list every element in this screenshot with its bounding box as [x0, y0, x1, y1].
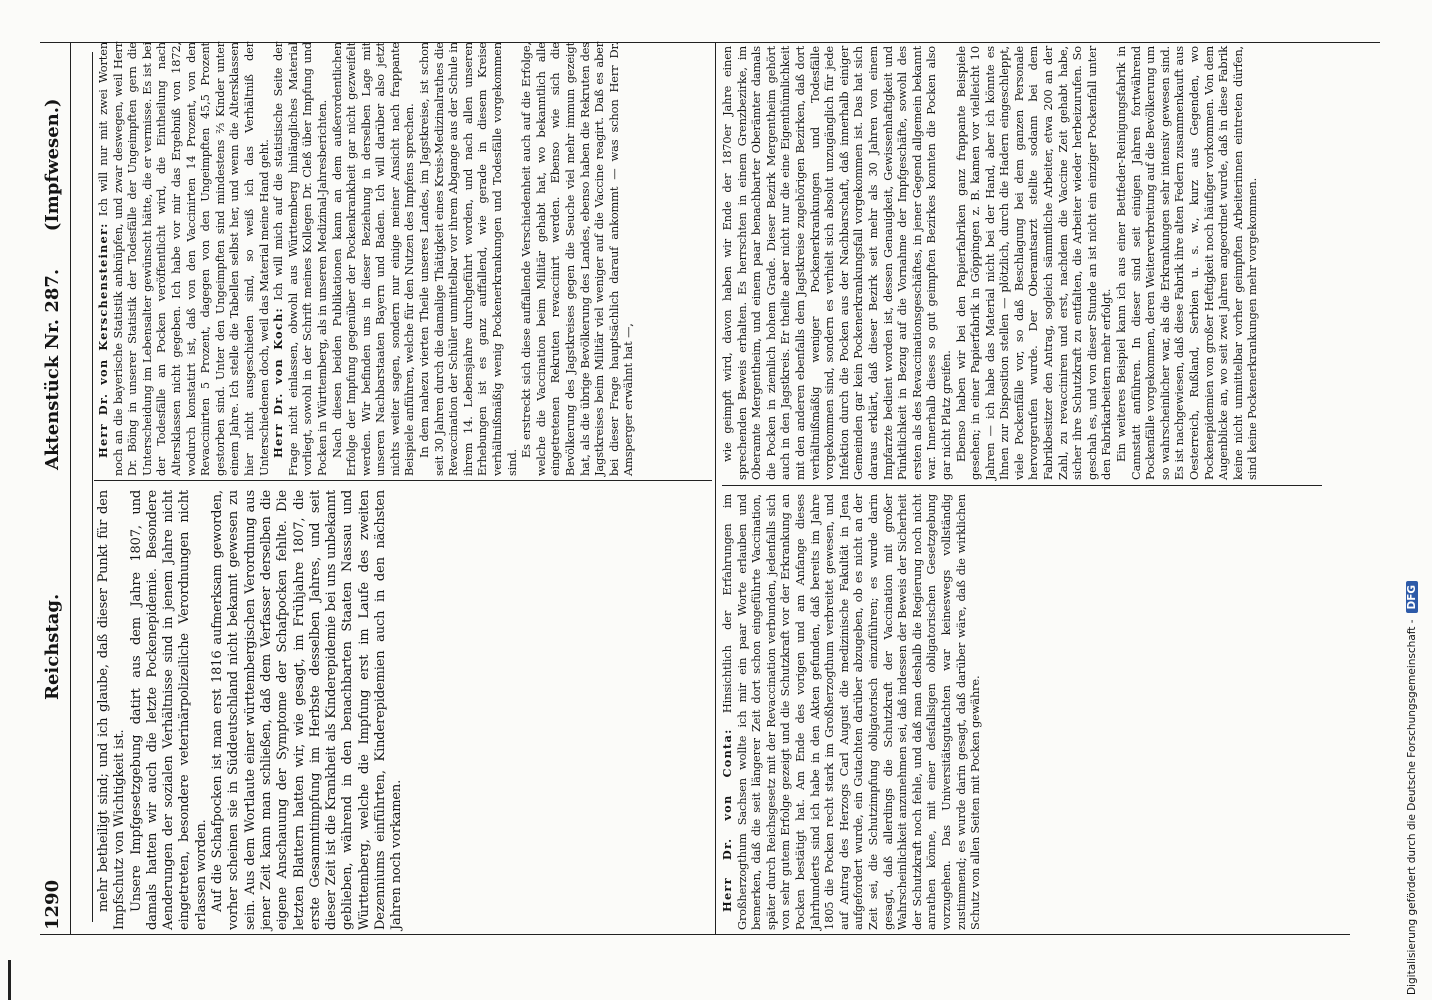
credit-text: Digitalisierung gefördert durch die Deutsche Forschungsgemeinschaft - — [1406, 619, 1418, 995]
speaker-name: Herr Dr. von Conta: — [720, 728, 734, 912]
left-section-rule — [94, 480, 712, 481]
speaker-name: Herr Dr. von Kerschensteiner: — [96, 222, 110, 458]
paragraph: Herr Dr. von Kerschensteiner: Ich will nur mit zwei Worten noch an die bayerische Statistik anknüpfen, und zwar deswegen, weil Herr Dr. Böing in unserer Statistik der Todesfälle der Ungeimpften gern die Unterscheidung im Lebensalter gewünscht hätte, die er vermisse. Es ist bei der Todesfälle an Pocken veröffentlicht wird, die Eintheilung nach Altersklassen nicht gegeben. Ich habe vor mir das Ergebniß von 1872, wodurch konstatirt ist, daß von den Vaccinirten 14 Prozent, von den Revaccinirten 5 Prozent, dagegen von den Ungeimpften 45,5 Prozent gestorben sind. Unter den Ungeimpften sind mindestens ⅔ Kinder unter einem Jahre. Ich stelle die Tabellen selbst her, und wenn die Altersklassen hier nicht ausgeschieden sind, so weiß ich das Verhältniß der Unterschiedenen doch, weil das Material meine Hand geht. — [96, 41, 271, 476]
right-section-rule — [722, 485, 1322, 486]
paragraph: Unsere Impfgesetzgebung datirt aus dem Jahre 1807, und damals hatten wir auch die letzte Pockenepidemie. Besondere Aenderungen der sozialen Verhältnisse sind in jenem Jahre nicht eingetreten, besondere veterinärpolizeiliche Verordnungen nicht erlassen worden. — [128, 490, 209, 930]
paragraph: Ein weiteres Beispiel kann ich aus einer Bettfeder-Reinigungsfabrik in Cannstatt anführen. In dieser sind seit einigen Jahren fortwährend Pockenfälle vorgekommen, deren Weiterverbreitung auf die Bevölkerung um so wahrscheinlicher war, als die Erkrankungen sehr intensiv gewesen sind. Es ist nachgewiesen, daß diese Fabrik ihre alten Federn zusammenkauft aus Oesterreich, Rußland, Serbien u. s. w., kurz aus Gegenden, wo Pockenepidemien von großer Heftigkeit noch häufiger vorkommen. Von dem Augenblicke an, wo seit zwei Jahren angeordnet wurde, daß in diese Fabrik keine nicht unmittelbar vorher geimpften Arbeiterinnen eintreten dürfen, sind keine Pockenerkrankungen mehr vorgekommen. — [1114, 46, 1260, 480]
paragraph: Herr Dr. von Conta: Hinsichtlich der Erfahrungen im Großherzogthum Sachsen wollte ich mir ein paar Worte erlauben und bemerken, daß die seit längerer Zeit dort schon eingeführte Vaccination, später durch Reichsgesetz mit der Revaccination verbunden, jedenfalls sich von sehr gutem Erfolge gezeigt und die Schutzkraft vor der Erkrankung an Pocken bestätigt hat. Am Ende des vorigen und am Anfange dieses Jahrhunderts sind ich habe in den Akten gefunden, daß bereits im Jahre 1805 die Pocken recht stark im Großherzogthum verbreitet gewesen, und auf Antrag des Herzogs Carl August die medizinische Fakultät in Jena aufgefordert wurde, ein Gutachten darüber abzugeben, ob es nicht an der Zeit sei, die Schutzimpfung obligatorisch einzuführen; es wurde darin gesagt, daß allerdings die Schutzkraft der Vaccination mit großer Wahrscheinlichkeit anzunehmen sei, daß indessen der Beweis der Sicherheit der Schutzkraft noch fehle, und daß man deshalb die Regierung noch nicht anrathen könne, mit einer desfallsigen obligatorischen Gesetzgebung vorzugehen. Das Universitätsgutachten war keineswegs vollständig zustimmend; es wurde darin gesagt, daß darüber wäre, daß die wirklichen Schutz von allen Seiten mit Pocken gewähre. — [720, 493, 983, 930]
center-column-rule — [715, 42, 716, 934]
paragraph: Auf die Schafpocken ist man erst 1816 aufmerksam geworden, vorher scheinen sie in Süddeutschland nicht bekannt gewesen zu sein. Aus dem Wortlaute einer württembergischen Verordnung aus jener Zeit kann man schließen, daß dem Verfasser derselben die eigene Anschauung der Symptome der Schafpocken fehlte. Die letzten Blattern hatten wir, wie gesagt, im Frühjahre 1807, die erste Gesammtimpfung im Herbste desselben Jahres, und seit dieser Zeit ist die Krankheit als Kinderepidemie bei uns unbekannt geblieben, während in den benachbarten Staaten Nassau und Württemberg, welche die Impfung erst im Laufe des zweiten Dezenniums einführten, Kinderepidemien auch in den nächsten Jahren noch vorkamen. — [210, 490, 405, 930]
paragraph: wie geimpft wird, davon haben wir Ende der 1870er Jahre einen sprechenden Beweis erhalten. Es herrschten in einem Grenzbezirke, im Oberamte Mergentheim, und einem paar benachbarter Oberämter damals die Pocken in ziemlich hohem Grade. Dieser Bezirk Mergentheim gehört auch in den Jagstkreis. Er theilte aber nicht nur die eine Eigenthümlichkeit mit den anderen ebenfalls dem Jagstkreise zugehörigen Bezirken, daß dort verhältnißmäßig weniger Pockenerkrankungen und Todesfälle vorgekommen sind, sondern es verhielt sich absolut unzugänglich für jede Infektion durch die Pocken aus der Nachbarschaft, daß innerhalb einiger Gemeinden gar kein Pockenerkrankungsfall vorgekommen ist. Das hat sich daraus erklärt, daß dieser Bezirk seit mehr als 30 Jahren von einem Impfarzte bedient worden ist, dessen Genauigkeit, Gewissenhaftigkeit und Pünktlichkeit in Bezug auf die Vornahme der Impfgeschäfte, sowohl des ersten als des Revaccinationsgeschäftes, in jener Gegend allgemein bekannt war. Innerhalb dieses so gut geimpften Bezirkes konnten die Pocken also gar nicht Platz greifen. — [720, 46, 953, 480]
header-rule — [70, 42, 71, 934]
paragraph: mehr betheiligt sind; und ich glaube, daß dieser Punkt für den Impfschutz von Wichtigkeit ist. — [96, 490, 128, 930]
speaker-name: Herr Dr. von Koch: — [271, 307, 286, 458]
paragraph: Ebenso haben wir bei den Papierfabriken ganz frappante Beispiele gesehen; in einer Papierfabrik in Göppingen z. B. kamen vor vielleicht 10 Jahren — ich habe das Material nicht bei der Hand, aber ich könnte es Ihnen zur Disposition stellen — plötzlich, durch die Hadern eingeschleppt, viele Pockenfälle vor, so daß Beschlagung bei dem ganzen Personale hervorgerufen wurde. Der Oberamtsarzt stellte sodann bei dem Fabrikbesitzer den Antrag, sogleich sämmtliche Arbeiter, etwa 200 an der Zahl, zu revacciniren und erst, nachdem die Vaccine Zeit gehabt habe, sicher ihre Schutzkraft zu entfalten, die Arbeiter wieder herbeizurufen. So geschah es, und von dieser Stunde an ist nicht ein einziger Pockenfall unter den Fabrikarbeitern mehr erfolgt. — [953, 46, 1114, 480]
text-column-right-top — [720, 46, 1320, 480]
paragraph: In dem nahezu vierten Theile unseres Landes, im Jagstkreise, ist schon seit 30 Jahren durch die damalige Thätigkeit eines Kreis-Medizinalrathes die Revaccination der Schüler unmittelbar vor ihrem Abgange aus der Schule in ihrem 14. Lebensjahre durchgeführt worden, und nach allen unseren Erhebungen ist es ganz auffallend, wie gerade in diesem Kreise verhältnißmäßig wenig Pockenerkrankungen und Todesfälle vorgekommen sind. — [417, 42, 519, 476]
digitization-credit — [1406, 581, 1418, 995]
left-column-divider — [92, 52, 93, 922]
text-column-left-bottom — [96, 42, 708, 476]
dfg-logo: DFG — [1406, 581, 1418, 614]
running-head-right — [42, 98, 63, 470]
paragraph: Herr Dr. von Koch: Ich will mich auf die statistische Seite der Frage nicht einlassen, obwohl aus Württemberg hinlängliches Material vorliegt, sowohl in der Schrift meines Kollegen Dr. Cleß über Impfung und Pocken in Württemberg, als in unseren Medizinal-Jahresberichten. — [271, 42, 329, 476]
document-number: Aktenstück Nr. 287. — [42, 268, 63, 470]
text-column-left-top — [96, 490, 472, 930]
paragraph: Es erstreckt sich diese auffallende Verschiedenheit auch auf die Erfolge, welche die Vaccination beim Militär gehabt hat, wo bekanntlich alle eingetretenen Rekruten revaccinirt werden. Ebenso wie sich die Bevölkerung des Jagstkreises gegen die Seuche viel mehr immun gezeigt hat, als die übrige Bevölkerung des Landes, ebenso haben die Rekruten des Jagstkreises beim Militär viel weniger auf die Vaccine reagirt. Daß es aber bei dieser Frage hauptsächlich darauf ankommt — was schon Herr Dr. Amsperger erwähnt hat —, — [519, 42, 636, 476]
text-column-right-bottom — [720, 494, 1320, 930]
paragraph: Nach diesen beiden Publikationen kann an dem außerordentlichen Erfolge der Impfung gegenüber der Pockenkrankheit gar nicht gezweifelt werden. Wir befinden uns in dieser Beziehung in derselben Lage mit unseren Nachbarstaaten Bayern und Baden. Ich will darüber also jetzt nichts weiter sagen, sondern nur einige meiner Ansicht nach frappante Beispiele anführen, welche für den Nutzen des Impfens sprechen. — [329, 42, 417, 476]
bottom-border-rule — [40, 934, 1350, 935]
running-head-left: Reichstag. — [42, 593, 63, 700]
document-subject: (Impfwesen.) — [42, 98, 63, 232]
page-number: 1290 — [42, 879, 63, 930]
edge-mark — [8, 960, 11, 1000]
